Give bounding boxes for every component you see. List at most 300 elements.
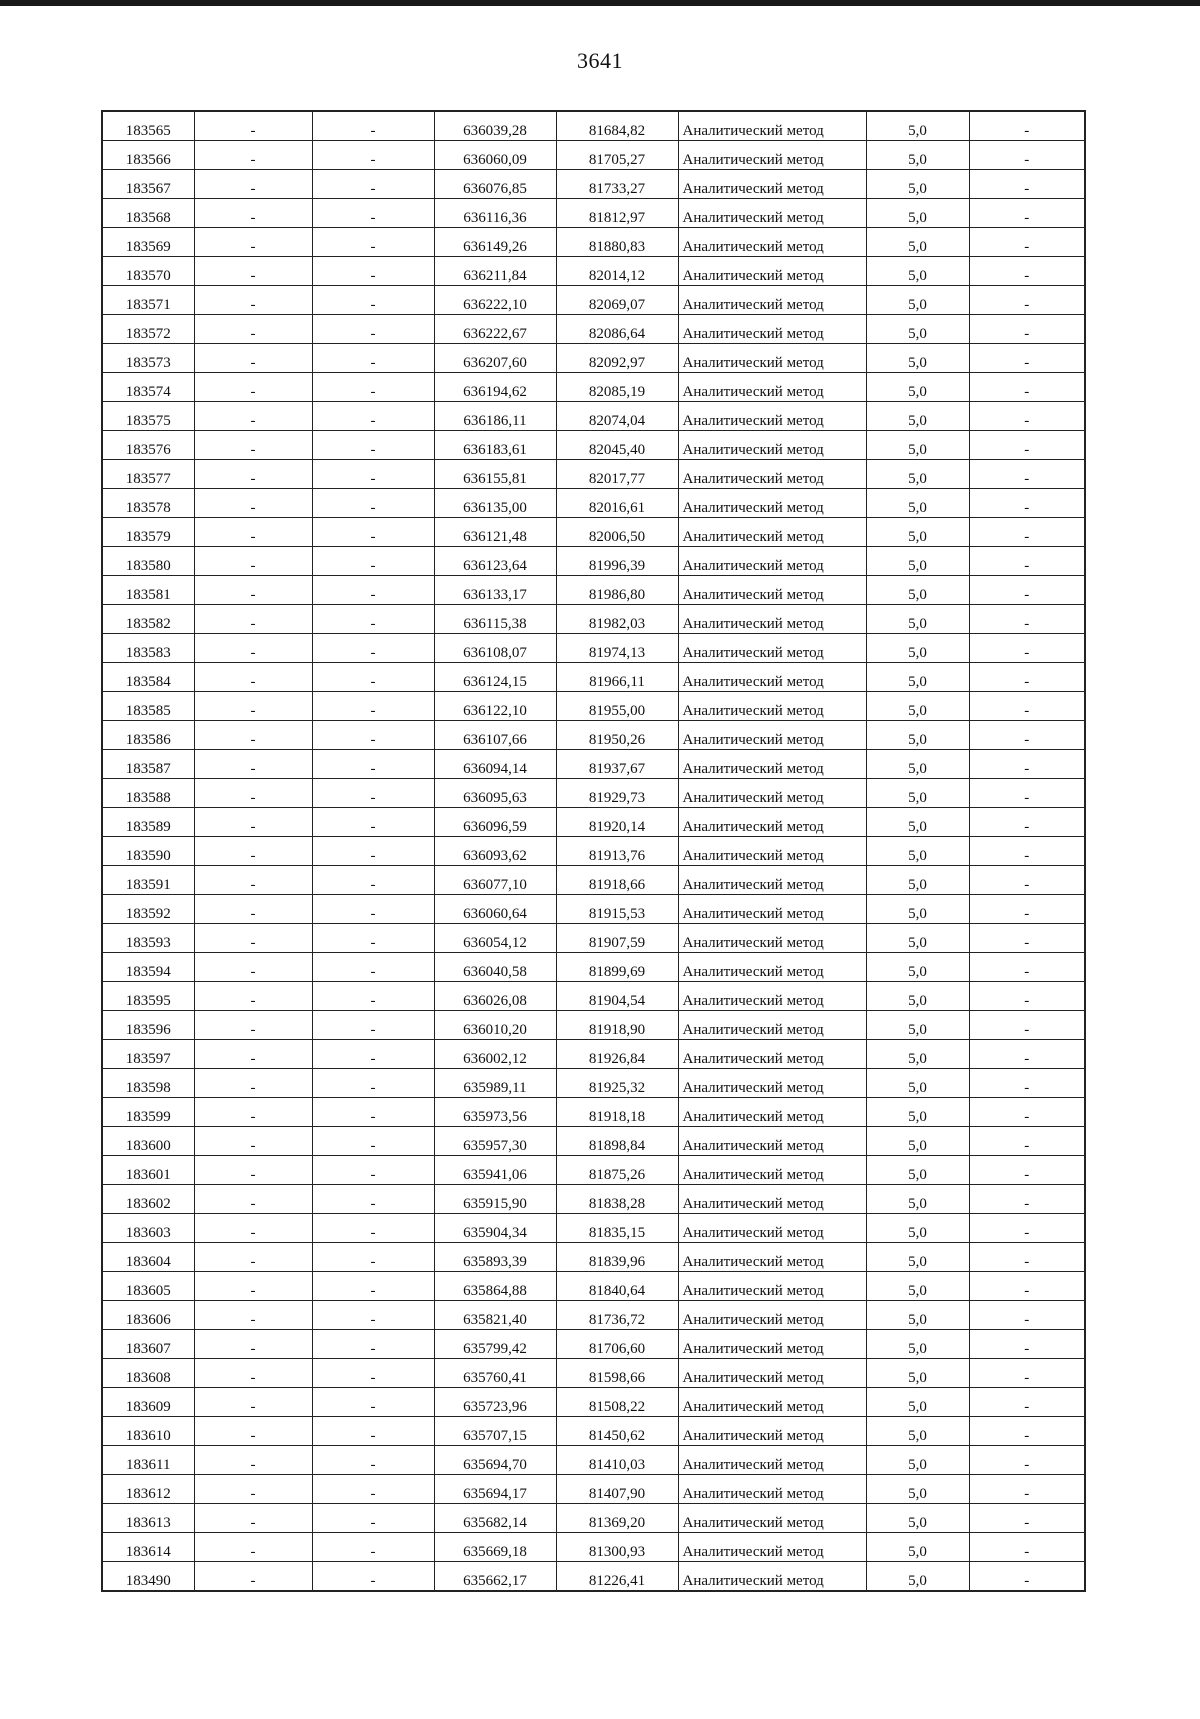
method-cell: Аналитический метод xyxy=(678,1446,866,1475)
column-2-cell: - xyxy=(194,605,312,634)
column-8-cell: - xyxy=(969,1446,1085,1475)
column-8-cell: - xyxy=(969,1533,1085,1562)
column-2-cell: - xyxy=(194,460,312,489)
column-3-cell: - xyxy=(312,373,434,402)
y-coordinate-cell: 81450,62 xyxy=(556,1417,678,1446)
accuracy-cell: 5,0 xyxy=(866,779,969,808)
column-8-cell: - xyxy=(969,228,1085,257)
y-coordinate-cell: 82085,19 xyxy=(556,373,678,402)
column-2-cell: - xyxy=(194,111,312,141)
column-3-cell: - xyxy=(312,605,434,634)
top-scan-border xyxy=(0,0,1200,6)
x-coordinate-cell: 636155,81 xyxy=(434,460,556,489)
x-coordinate-cell: 636116,36 xyxy=(434,199,556,228)
point-number-cell: 183575 xyxy=(102,402,194,431)
column-3-cell: - xyxy=(312,663,434,692)
table-row xyxy=(102,547,1085,576)
column-3-cell: - xyxy=(312,1330,434,1359)
point-number-cell: 183596 xyxy=(102,1011,194,1040)
point-number-cell: 183579 xyxy=(102,518,194,547)
column-2-cell: - xyxy=(194,924,312,953)
column-8-cell: - xyxy=(969,721,1085,750)
x-coordinate-cell: 636115,38 xyxy=(434,605,556,634)
y-coordinate-cell: 81706,60 xyxy=(556,1330,678,1359)
column-8-cell: - xyxy=(969,663,1085,692)
column-2-cell: - xyxy=(194,1533,312,1562)
y-coordinate-cell: 81508,22 xyxy=(556,1388,678,1417)
y-coordinate-cell: 82092,97 xyxy=(556,344,678,373)
table-row xyxy=(102,866,1085,895)
point-number-cell: 183573 xyxy=(102,344,194,373)
table-row xyxy=(102,1214,1085,1243)
x-coordinate-cell: 636135,00 xyxy=(434,489,556,518)
accuracy-cell: 5,0 xyxy=(866,605,969,634)
column-2-cell: - xyxy=(194,866,312,895)
y-coordinate-cell: 82069,07 xyxy=(556,286,678,315)
point-number-cell: 183576 xyxy=(102,431,194,460)
column-8-cell: - xyxy=(969,286,1085,315)
method-cell: Аналитический метод xyxy=(678,1417,866,1446)
column-8-cell: - xyxy=(969,1562,1085,1592)
y-coordinate-cell: 81300,93 xyxy=(556,1533,678,1562)
column-8-cell: - xyxy=(969,576,1085,605)
y-coordinate-cell: 81937,67 xyxy=(556,750,678,779)
page-number: 3641 xyxy=(577,48,623,73)
column-3-cell: - xyxy=(312,431,434,460)
table-body xyxy=(102,111,1085,1591)
accuracy-cell: 5,0 xyxy=(866,1011,969,1040)
column-8-cell: - xyxy=(969,1272,1085,1301)
column-8-cell: - xyxy=(969,1504,1085,1533)
table-row xyxy=(102,692,1085,721)
table-row xyxy=(102,1011,1085,1040)
accuracy-cell: 5,0 xyxy=(866,866,969,895)
accuracy-cell: 5,0 xyxy=(866,634,969,663)
column-3-cell: - xyxy=(312,1069,434,1098)
accuracy-cell: 5,0 xyxy=(866,1475,969,1504)
point-number-cell: 183568 xyxy=(102,199,194,228)
column-8-cell: - xyxy=(969,315,1085,344)
x-coordinate-cell: 636096,59 xyxy=(434,808,556,837)
point-number-cell: 183588 xyxy=(102,779,194,808)
method-cell: Аналитический метод xyxy=(678,344,866,373)
method-cell: Аналитический метод xyxy=(678,982,866,1011)
table-row xyxy=(102,1185,1085,1214)
point-number-cell: 183565 xyxy=(102,111,194,141)
point-number-cell: 183490 xyxy=(102,1562,194,1592)
column-3-cell: - xyxy=(312,1272,434,1301)
table-row xyxy=(102,634,1085,663)
point-number-cell: 183570 xyxy=(102,257,194,286)
y-coordinate-cell: 81986,80 xyxy=(556,576,678,605)
column-3-cell: - xyxy=(312,170,434,199)
column-3-cell: - xyxy=(312,721,434,750)
y-coordinate-cell: 81835,15 xyxy=(556,1214,678,1243)
accuracy-cell: 5,0 xyxy=(866,344,969,373)
column-8-cell: - xyxy=(969,982,1085,1011)
y-coordinate-cell: 81925,32 xyxy=(556,1069,678,1098)
column-8-cell: - xyxy=(969,1359,1085,1388)
x-coordinate-cell: 635864,88 xyxy=(434,1272,556,1301)
x-coordinate-cell: 636095,63 xyxy=(434,779,556,808)
method-cell: Аналитический метод xyxy=(678,1040,866,1069)
table-row xyxy=(102,344,1085,373)
column-3-cell: - xyxy=(312,1243,434,1272)
table-row xyxy=(102,257,1085,286)
column-2-cell: - xyxy=(194,721,312,750)
table-row xyxy=(102,1301,1085,1330)
column-3-cell: - xyxy=(312,953,434,982)
column-2-cell: - xyxy=(194,1446,312,1475)
accuracy-cell: 5,0 xyxy=(866,170,969,199)
column-8-cell: - xyxy=(969,1417,1085,1446)
column-8-cell: - xyxy=(969,1011,1085,1040)
table-row xyxy=(102,895,1085,924)
y-coordinate-cell: 81840,64 xyxy=(556,1272,678,1301)
y-coordinate-cell: 82045,40 xyxy=(556,431,678,460)
column-3-cell: - xyxy=(312,837,434,866)
x-coordinate-cell: 635662,17 xyxy=(434,1562,556,1592)
column-2-cell: - xyxy=(194,837,312,866)
table-row xyxy=(102,1562,1085,1592)
method-cell: Аналитический метод xyxy=(678,895,866,924)
point-number-cell: 183593 xyxy=(102,924,194,953)
accuracy-cell: 5,0 xyxy=(866,373,969,402)
point-number-cell: 183600 xyxy=(102,1127,194,1156)
x-coordinate-cell: 635760,41 xyxy=(434,1359,556,1388)
accuracy-cell: 5,0 xyxy=(866,518,969,547)
point-number-cell: 183580 xyxy=(102,547,194,576)
method-cell: Аналитический метод xyxy=(678,257,866,286)
column-3-cell: - xyxy=(312,866,434,895)
accuracy-cell: 5,0 xyxy=(866,1272,969,1301)
x-coordinate-cell: 635694,17 xyxy=(434,1475,556,1504)
method-cell: Аналитический метод xyxy=(678,605,866,634)
accuracy-cell: 5,0 xyxy=(866,257,969,286)
y-coordinate-cell: 81838,28 xyxy=(556,1185,678,1214)
column-2-cell: - xyxy=(194,1272,312,1301)
method-cell: Аналитический метод xyxy=(678,547,866,576)
accuracy-cell: 5,0 xyxy=(866,199,969,228)
point-number-cell: 183611 xyxy=(102,1446,194,1475)
point-number-cell: 183566 xyxy=(102,141,194,170)
table-row xyxy=(102,1359,1085,1388)
method-cell: Аналитический метод xyxy=(678,1504,866,1533)
method-cell: Аналитический метод xyxy=(678,1562,866,1592)
method-cell: Аналитический метод xyxy=(678,1011,866,1040)
accuracy-cell: 5,0 xyxy=(866,228,969,257)
point-number-cell: 183567 xyxy=(102,170,194,199)
column-3-cell: - xyxy=(312,1098,434,1127)
column-8-cell: - xyxy=(969,779,1085,808)
method-cell: Аналитический метод xyxy=(678,1127,866,1156)
column-8-cell: - xyxy=(969,1214,1085,1243)
accuracy-cell: 5,0 xyxy=(866,1301,969,1330)
table-row xyxy=(102,576,1085,605)
accuracy-cell: 5,0 xyxy=(866,489,969,518)
point-number-cell: 183578 xyxy=(102,489,194,518)
x-coordinate-cell: 635799,42 xyxy=(434,1330,556,1359)
column-2-cell: - xyxy=(194,750,312,779)
accuracy-cell: 5,0 xyxy=(866,315,969,344)
column-8-cell: - xyxy=(969,518,1085,547)
point-number-cell: 183608 xyxy=(102,1359,194,1388)
point-number-cell: 183607 xyxy=(102,1330,194,1359)
column-2-cell: - xyxy=(194,286,312,315)
column-8-cell: - xyxy=(969,866,1085,895)
point-number-cell: 183585 xyxy=(102,692,194,721)
y-coordinate-cell: 81915,53 xyxy=(556,895,678,924)
column-8-cell: - xyxy=(969,257,1085,286)
method-cell: Аналитический метод xyxy=(678,663,866,692)
point-number-cell: 183606 xyxy=(102,1301,194,1330)
y-coordinate-cell: 81926,84 xyxy=(556,1040,678,1069)
point-number-cell: 183569 xyxy=(102,228,194,257)
x-coordinate-cell: 635973,56 xyxy=(434,1098,556,1127)
accuracy-cell: 5,0 xyxy=(866,1330,969,1359)
x-coordinate-cell: 636060,64 xyxy=(434,895,556,924)
method-cell: Аналитический метод xyxy=(678,141,866,170)
method-cell: Аналитический метод xyxy=(678,1185,866,1214)
column-2-cell: - xyxy=(194,982,312,1011)
x-coordinate-cell: 636039,28 xyxy=(434,111,556,141)
column-2-cell: - xyxy=(194,663,312,692)
method-cell: Аналитический метод xyxy=(678,692,866,721)
x-coordinate-cell: 636076,85 xyxy=(434,170,556,199)
method-cell: Аналитический метод xyxy=(678,750,866,779)
accuracy-cell: 5,0 xyxy=(866,1533,969,1562)
point-number-cell: 183598 xyxy=(102,1069,194,1098)
column-2-cell: - xyxy=(194,344,312,373)
accuracy-cell: 5,0 xyxy=(866,1214,969,1243)
x-coordinate-cell: 636107,66 xyxy=(434,721,556,750)
column-8-cell: - xyxy=(969,1040,1085,1069)
column-3-cell: - xyxy=(312,634,434,663)
y-coordinate-cell: 81918,66 xyxy=(556,866,678,895)
column-2-cell: - xyxy=(194,228,312,257)
y-coordinate-cell: 81966,11 xyxy=(556,663,678,692)
column-2-cell: - xyxy=(194,1301,312,1330)
column-2-cell: - xyxy=(194,779,312,808)
x-coordinate-cell: 636149,26 xyxy=(434,228,556,257)
y-coordinate-cell: 81875,26 xyxy=(556,1156,678,1185)
method-cell: Аналитический метод xyxy=(678,315,866,344)
method-cell: Аналитический метод xyxy=(678,1272,866,1301)
accuracy-cell: 5,0 xyxy=(866,286,969,315)
table-row xyxy=(102,315,1085,344)
table-row xyxy=(102,837,1085,866)
column-3-cell: - xyxy=(312,518,434,547)
y-coordinate-cell: 82006,50 xyxy=(556,518,678,547)
x-coordinate-cell: 635915,90 xyxy=(434,1185,556,1214)
method-cell: Аналитический метод xyxy=(678,228,866,257)
column-3-cell: - xyxy=(312,1562,434,1592)
column-8-cell: - xyxy=(969,489,1085,518)
column-8-cell: - xyxy=(969,1243,1085,1272)
column-3-cell: - xyxy=(312,1417,434,1446)
table-row xyxy=(102,1475,1085,1504)
column-8-cell: - xyxy=(969,344,1085,373)
y-coordinate-cell: 82016,61 xyxy=(556,489,678,518)
point-number-cell: 183587 xyxy=(102,750,194,779)
accuracy-cell: 5,0 xyxy=(866,663,969,692)
column-8-cell: - xyxy=(969,431,1085,460)
y-coordinate-cell: 81598,66 xyxy=(556,1359,678,1388)
method-cell: Аналитический метод xyxy=(678,1098,866,1127)
table-row xyxy=(102,1446,1085,1475)
x-coordinate-cell: 635957,30 xyxy=(434,1127,556,1156)
point-number-cell: 183577 xyxy=(102,460,194,489)
column-2-cell: - xyxy=(194,1069,312,1098)
table-row xyxy=(102,199,1085,228)
column-2-cell: - xyxy=(194,199,312,228)
y-coordinate-cell: 81684,82 xyxy=(556,111,678,141)
point-number-cell: 183572 xyxy=(102,315,194,344)
column-2-cell: - xyxy=(194,547,312,576)
table-row xyxy=(102,489,1085,518)
method-cell: Аналитический метод xyxy=(678,953,866,982)
column-2-cell: - xyxy=(194,895,312,924)
table-row xyxy=(102,924,1085,953)
accuracy-cell: 5,0 xyxy=(866,431,969,460)
method-cell: Аналитический метод xyxy=(678,170,866,199)
x-coordinate-cell: 636194,62 xyxy=(434,373,556,402)
method-cell: Аналитический метод xyxy=(678,634,866,663)
method-cell: Аналитический метод xyxy=(678,1359,866,1388)
column-2-cell: - xyxy=(194,1185,312,1214)
point-number-cell: 183603 xyxy=(102,1214,194,1243)
table-row xyxy=(102,1417,1085,1446)
column-2-cell: - xyxy=(194,1243,312,1272)
method-cell: Аналитический метод xyxy=(678,721,866,750)
method-cell: Аналитический метод xyxy=(678,489,866,518)
column-2-cell: - xyxy=(194,1475,312,1504)
column-3-cell: - xyxy=(312,315,434,344)
column-2-cell: - xyxy=(194,1156,312,1185)
x-coordinate-cell: 636123,64 xyxy=(434,547,556,576)
method-cell: Аналитический метод xyxy=(678,1533,866,1562)
x-coordinate-cell: 636122,10 xyxy=(434,692,556,721)
column-8-cell: - xyxy=(969,1475,1085,1504)
x-coordinate-cell: 635904,34 xyxy=(434,1214,556,1243)
accuracy-cell: 5,0 xyxy=(866,1185,969,1214)
accuracy-cell: 5,0 xyxy=(866,460,969,489)
x-coordinate-cell: 636222,67 xyxy=(434,315,556,344)
y-coordinate-cell: 81736,72 xyxy=(556,1301,678,1330)
x-coordinate-cell: 636121,48 xyxy=(434,518,556,547)
accuracy-cell: 5,0 xyxy=(866,808,969,837)
accuracy-cell: 5,0 xyxy=(866,982,969,1011)
column-3-cell: - xyxy=(312,1214,434,1243)
x-coordinate-cell: 636133,17 xyxy=(434,576,556,605)
coordinates-table xyxy=(101,110,1086,1592)
accuracy-cell: 5,0 xyxy=(866,1446,969,1475)
y-coordinate-cell: 81982,03 xyxy=(556,605,678,634)
accuracy-cell: 5,0 xyxy=(866,1098,969,1127)
x-coordinate-cell: 636108,07 xyxy=(434,634,556,663)
column-2-cell: - xyxy=(194,576,312,605)
x-coordinate-cell: 636010,20 xyxy=(434,1011,556,1040)
y-coordinate-cell: 81407,90 xyxy=(556,1475,678,1504)
y-coordinate-cell: 81929,73 xyxy=(556,779,678,808)
x-coordinate-cell: 635941,06 xyxy=(434,1156,556,1185)
method-cell: Аналитический метод xyxy=(678,866,866,895)
y-coordinate-cell: 82014,12 xyxy=(556,257,678,286)
column-2-cell: - xyxy=(194,1504,312,1533)
column-8-cell: - xyxy=(969,373,1085,402)
y-coordinate-cell: 81898,84 xyxy=(556,1127,678,1156)
accuracy-cell: 5,0 xyxy=(866,895,969,924)
column-2-cell: - xyxy=(194,1388,312,1417)
y-coordinate-cell: 81996,39 xyxy=(556,547,678,576)
table-row xyxy=(102,170,1085,199)
y-coordinate-cell: 81880,83 xyxy=(556,228,678,257)
method-cell: Аналитический метод xyxy=(678,924,866,953)
table-row xyxy=(102,808,1085,837)
column-3-cell: - xyxy=(312,808,434,837)
column-3-cell: - xyxy=(312,1301,434,1330)
column-2-cell: - xyxy=(194,1040,312,1069)
point-number-cell: 183590 xyxy=(102,837,194,866)
accuracy-cell: 5,0 xyxy=(866,953,969,982)
method-cell: Аналитический метод xyxy=(678,1475,866,1504)
column-2-cell: - xyxy=(194,431,312,460)
y-coordinate-cell: 81913,76 xyxy=(556,837,678,866)
column-3-cell: - xyxy=(312,1040,434,1069)
table-row xyxy=(102,982,1085,1011)
column-8-cell: - xyxy=(969,170,1085,199)
point-number-cell: 183599 xyxy=(102,1098,194,1127)
point-number-cell: 183613 xyxy=(102,1504,194,1533)
column-3-cell: - xyxy=(312,779,434,808)
column-2-cell: - xyxy=(194,1359,312,1388)
table-row xyxy=(102,1243,1085,1272)
y-coordinate-cell: 81226,41 xyxy=(556,1562,678,1592)
y-coordinate-cell: 81899,69 xyxy=(556,953,678,982)
column-3-cell: - xyxy=(312,1127,434,1156)
x-coordinate-cell: 635707,15 xyxy=(434,1417,556,1446)
accuracy-cell: 5,0 xyxy=(866,1504,969,1533)
column-2-cell: - xyxy=(194,1098,312,1127)
y-coordinate-cell: 81904,54 xyxy=(556,982,678,1011)
y-coordinate-cell: 81918,90 xyxy=(556,1011,678,1040)
y-coordinate-cell: 82074,04 xyxy=(556,402,678,431)
accuracy-cell: 5,0 xyxy=(866,721,969,750)
accuracy-cell: 5,0 xyxy=(866,924,969,953)
column-3-cell: - xyxy=(312,1475,434,1504)
table-row xyxy=(102,721,1085,750)
table-row xyxy=(102,1272,1085,1301)
column-2-cell: - xyxy=(194,315,312,344)
method-cell: Аналитический метод xyxy=(678,518,866,547)
accuracy-cell: 5,0 xyxy=(866,1156,969,1185)
table-row xyxy=(102,663,1085,692)
accuracy-cell: 5,0 xyxy=(866,1562,969,1592)
accuracy-cell: 5,0 xyxy=(866,402,969,431)
point-number-cell: 183604 xyxy=(102,1243,194,1272)
table-row xyxy=(102,518,1085,547)
column-2-cell: - xyxy=(194,141,312,170)
method-cell: Аналитический метод xyxy=(678,1243,866,1272)
column-2-cell: - xyxy=(194,1011,312,1040)
x-coordinate-cell: 636183,61 xyxy=(434,431,556,460)
x-coordinate-cell: 636002,12 xyxy=(434,1040,556,1069)
point-number-cell: 183589 xyxy=(102,808,194,837)
table-row xyxy=(102,141,1085,170)
column-2-cell: - xyxy=(194,518,312,547)
table-row xyxy=(102,286,1085,315)
point-number-cell: 183571 xyxy=(102,286,194,315)
